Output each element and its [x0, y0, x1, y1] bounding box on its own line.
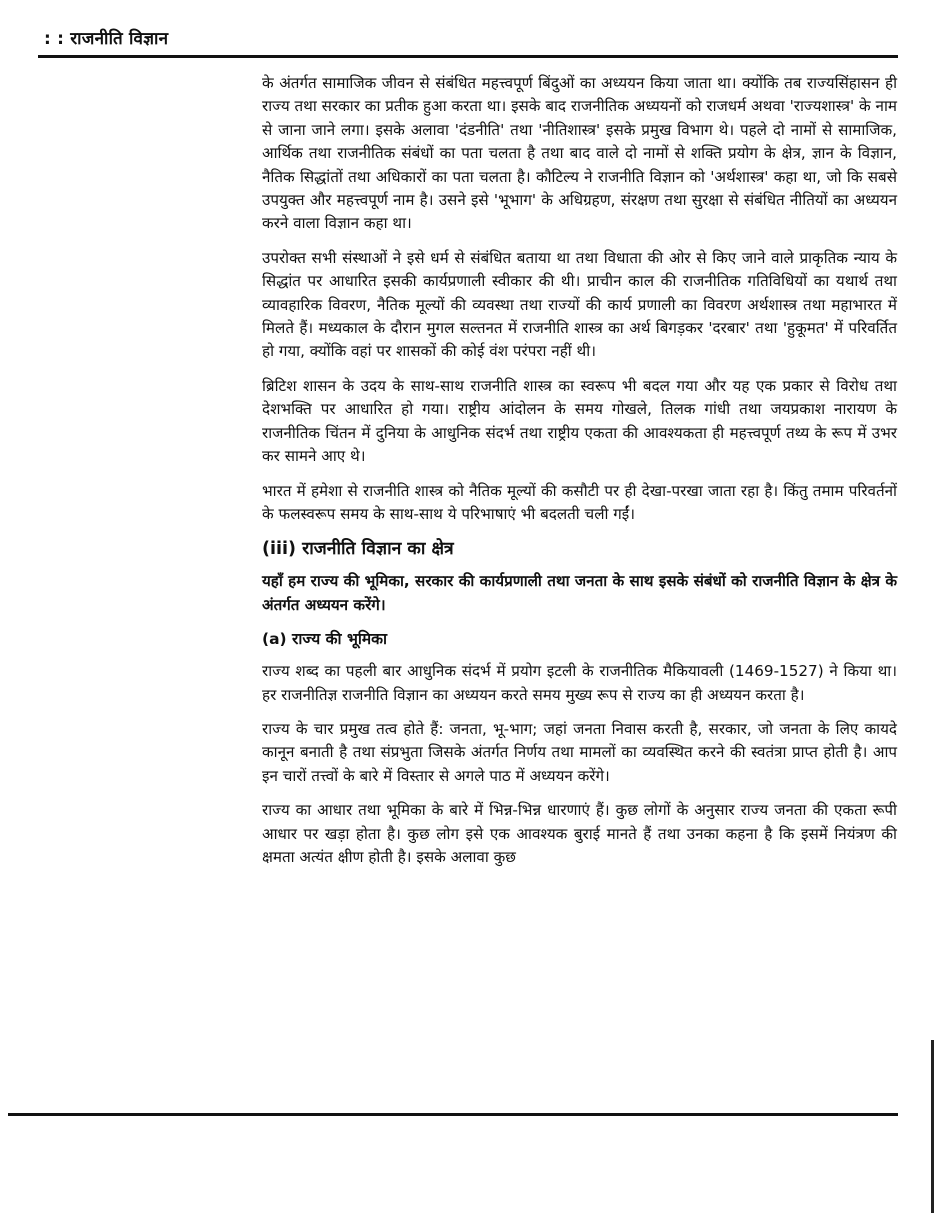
bottom-rule	[8, 1113, 898, 1116]
paragraph-2: उपरोक्त सभी संस्थाओं ने इसे धर्म से संबंधित बताया था तथा विधाता की ओर से किए जाने वाले प्राकृतिक न्याय के सिद्धांत पर आधारित इसकी कार्यप्रणाली स्वीकार की थी। प्राचीन काल की राजनीतिक गतिविधियों का यथार्थ तथा व्यावहारिक विवरण, नैतिक मूल्यों की व्यवस्था तथा राज्यों की कार्य प्रणाली का विवरण अर्थशास्त्र तथा महाभारत में मिलते हैं। मध्यकाल के दौरान मुगल सल्तनत में राजनीति शास्त्र का अर्थ बिगड़कर 'दरबार' तथा 'हुकूमत' में परिवर्तित हो गया, क्योंकि वहां पर शासकों की कोई वंश परंपरा नहीं थी।	[262, 248, 897, 361]
section-heading: (iii) राजनीति विज्ञान का क्षेत्र	[262, 539, 454, 560]
paragraph-8: राज्य का आधार तथा भूमिका के बारे में भिन्न-भिन्न धारणाएं हैं। कुछ लोगों के अनुसार राज्य जनता की एकता रूपी आधार पर खड़ा होता है। कुछ लोग इसे एक आवश्यक बुराई मानते हैं तथा उनका कहना है कि इसमें नियंत्रण की क्षमता अत्यंत क्षीण होती है। इसके अलावा कुछ	[262, 801, 897, 866]
paragraph-3: ब्रिटिश शासन के उदय के साथ-साथ राजनीति शास्त्र का स्वरूप भी बदल गया और यह एक प्रकार से विरोध तथा देशभक्ति पर आधारित हो गया। राष्ट्रीय आंदोलन के समय गोखले, तिलक गांधी तथा जयप्रकाश नारायण के राजनीतिक चिंतन में दुनिया के आधुनिक संदर्भ तथा राष्ट्रीय एकता की आवश्यकता ही महत्त्वपूर्ण तथ्य के रूप में उभर कर सामने आए थे।	[262, 376, 897, 466]
main-content	[262, 72, 897, 880]
subsection-heading: (a) राज्य की भूमिका	[262, 630, 388, 649]
paragraph-1: के अंतर्गत सामाजिक जीवन से संबंधित महत्त्वपूर्ण बिंदुओं का अध्ययन किया जाता था। क्योंकि तब राज्यसिंहासन ही राज्य तथा सरकार का प्रतीक हुआ करता था। इसके बाद राजनीतिक अध्ययनों को राजधर्म अथवा 'राज्यशास्त्र' के नाम से जाना जाने लगा। इसके अलावा 'दंडनीति' तथा 'नीतिशास्त्र' इसके प्रमुख विभाग थे। पहले दो नामों से सामाजिक, आर्थिक तथा राजनीतिक संबंधों का पता चलता है तथा बाद वाले दो नामों से शक्ति प्रयोग के क्षेत्र, ज्ञान के विज्ञान, नैतिक सिद्धांतों तथा अधिकारों का पता चलता है। कौटिल्य ने राजनीति विज्ञान को 'अर्थशास्त्र' कहा था, जो कि सबसे उपयुक्त और महत्त्वपूर्ण नाम है। उसने इसे 'भूभाग' के अधिग्रहण, संरक्षण तथा सुरक्षा से संबंधित नीतियों का अध्ययन करने वाला विज्ञान कहा था।	[262, 74, 897, 233]
running-head: : : राजनीति विज्ञान	[44, 29, 169, 49]
page-edge-line	[931, 1040, 934, 1213]
paragraph-6: राज्य शब्द का पहली बार आधुनिक संदर्भ में प्रयोग इटली के राजनीतिक मैकियावली (1469-1527) ने किया था। हर राजनीतिज्ञ राजनीति विज्ञान का अध्ययन करते समय मुख्य रूप से राज्य का ही अध्ययन करता है।	[262, 662, 897, 704]
top-rule	[38, 55, 898, 58]
paragraph-7: राज्य के चार प्रमुख तत्व होते हैं: जनता, भू-भाग; जहां जनता निवास करती है, सरकार, जो जनता के लिए कायदे कानून बनाती है तथा संप्रभुता जिसके अंतर्गत निर्णय तथा मामलों का व्यवस्थित करने की स्वतंत्रा प्राप्त होती है। आप इन चारों तत्त्वों के बारे में विस्तार से अगले पाठ में अध्ययन करेंगे।	[262, 719, 897, 785]
paragraph-4: भारत में हमेशा से राजनीति शास्त्र को नैतिक मूल्यों की कसौटी पर ही देखा-परखा जाता रहा है। किंतु तमाम परिवर्तनों के फलस्वरूप समय के साथ-साथ ये परिभाषाएं भी बदलती चली गईं।	[262, 481, 897, 523]
section-intro-paragraph: यहाँ हम राज्य की भूमिका, सरकार की कार्यप्रणाली तथा जनता के साथ इसके संबंधों को राजनीति विज्ञान के क्षेत्र के अंतर्गत अध्ययन करेंगे।	[262, 572, 897, 614]
